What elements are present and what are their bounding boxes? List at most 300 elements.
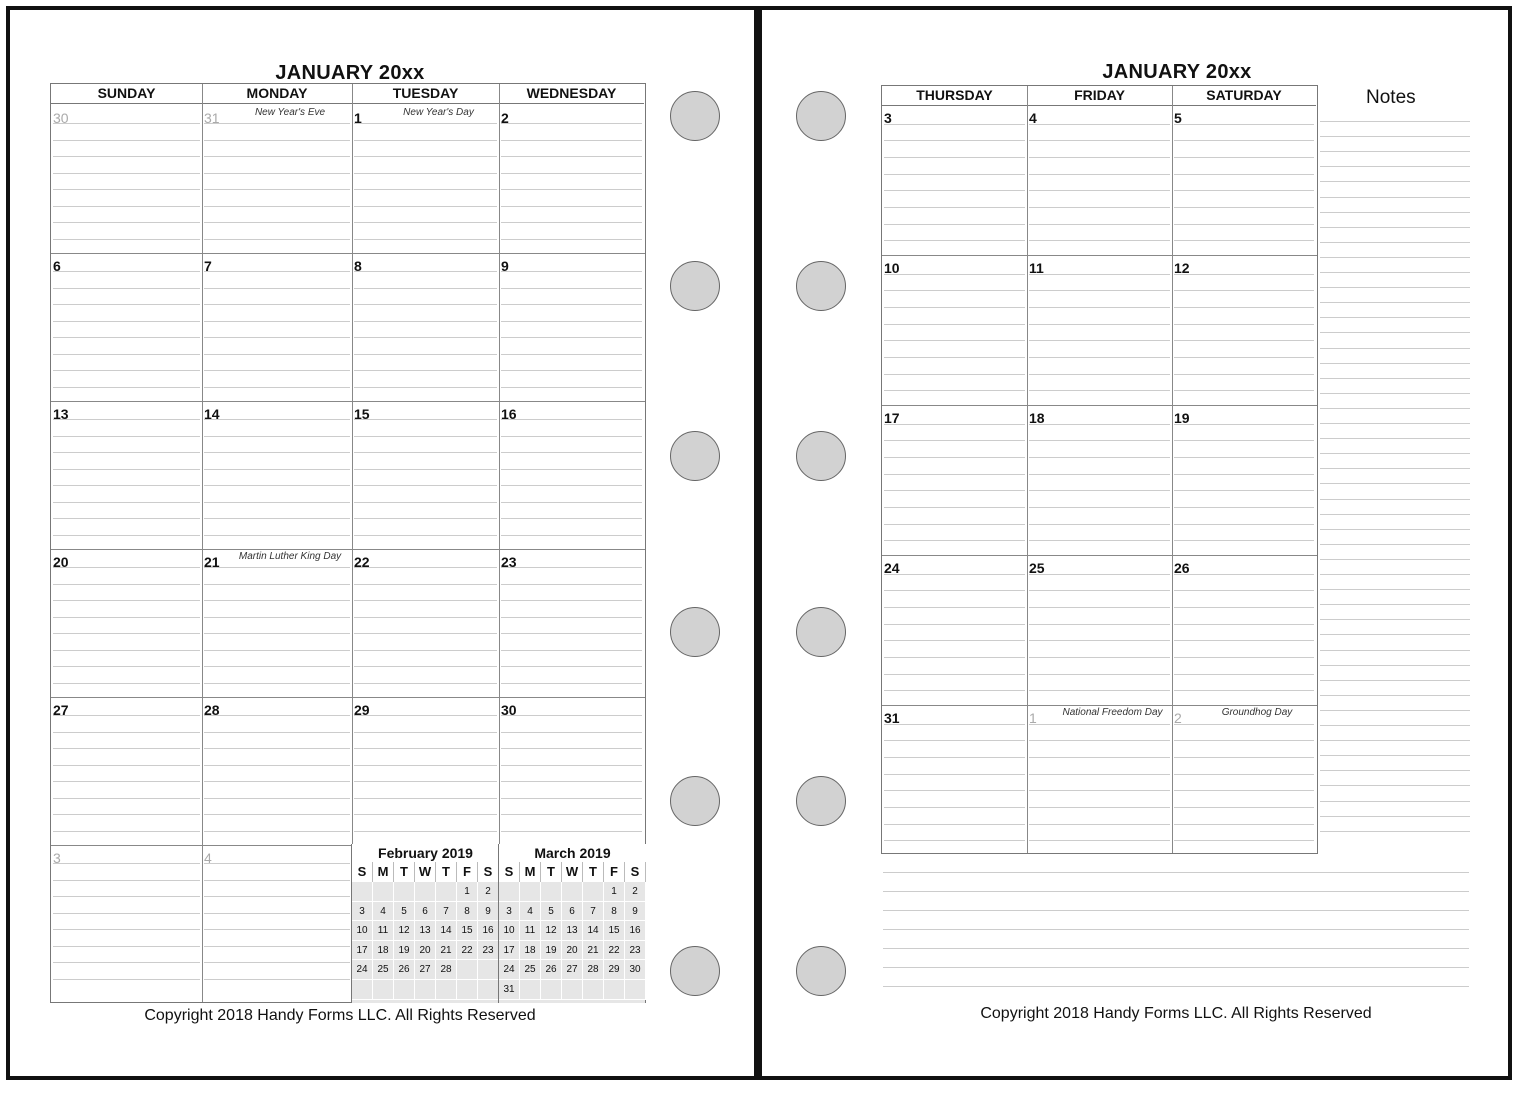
- writing-line: [501, 518, 642, 519]
- writing-line: [884, 224, 1025, 225]
- writing-line: [884, 524, 1025, 525]
- notes-line: [1320, 453, 1470, 454]
- writing-line: [53, 567, 200, 568]
- left-copyright: Copyright 2018 Handy Forms LLC. All Rights Reserved: [144, 1007, 536, 1024]
- writing-line: [354, 666, 497, 667]
- writing-line: [53, 600, 200, 601]
- writing-line: [1029, 674, 1170, 675]
- writing-line: [884, 240, 1025, 241]
- writing-line: [354, 567, 497, 568]
- writing-line: [354, 715, 497, 716]
- writing-line: [1029, 840, 1170, 841]
- writing-line: [501, 173, 642, 174]
- writing-line: [204, 173, 350, 174]
- writing-line: [501, 354, 642, 355]
- mini-calendar-day: 16: [478, 921, 499, 941]
- writing-line: [1029, 174, 1170, 175]
- mini-calendar-day: 18: [520, 941, 541, 961]
- writing-line: [1029, 590, 1170, 591]
- writing-line: [354, 748, 497, 749]
- mini-calendar-day: 29: [604, 960, 625, 980]
- writing-line: [501, 140, 642, 141]
- writing-line: [354, 452, 497, 453]
- day-header: SUNDAY: [51, 84, 202, 104]
- day-number: 9: [501, 258, 509, 274]
- notes-line: [1320, 499, 1470, 500]
- notes-line: [1320, 332, 1470, 333]
- writing-line: [53, 650, 200, 651]
- writing-line: [1029, 307, 1170, 308]
- mini-calendar-day: 21: [583, 941, 604, 961]
- writing-line: [1029, 190, 1170, 191]
- writing-line: [1029, 124, 1170, 125]
- writing-line: [53, 831, 200, 832]
- mini-calendar-day: 23: [478, 941, 499, 961]
- binder-hole: [670, 261, 720, 311]
- day-number: 30: [501, 702, 517, 718]
- writing-line: [204, 189, 350, 190]
- mini-calendar-day: 12: [394, 921, 415, 941]
- notes-line: [1320, 544, 1470, 545]
- writing-line: [1174, 690, 1314, 691]
- writing-line: [1029, 657, 1170, 658]
- writing-line: [204, 206, 350, 207]
- writing-line: [53, 502, 200, 503]
- mini-calendar-day: 31: [499, 980, 520, 1000]
- writing-line: [1174, 307, 1314, 308]
- notes-line: [1320, 559, 1470, 560]
- writing-line: [354, 683, 497, 684]
- mini-calendar-day: [541, 980, 562, 1000]
- writing-line: [1174, 274, 1314, 275]
- mini-calendar-day: [562, 882, 583, 902]
- left-page-title: JANUARY 20xx: [275, 62, 425, 84]
- notes-line: [1320, 212, 1470, 213]
- notes-line: [1320, 785, 1470, 786]
- writing-line: [1029, 757, 1170, 758]
- writing-line: [1174, 424, 1314, 425]
- writing-line: [204, 913, 350, 914]
- day-number: 31: [204, 110, 220, 126]
- mini-calendar-day: 8: [457, 902, 478, 922]
- writing-line: [501, 666, 642, 667]
- writing-line: [1174, 824, 1314, 825]
- writing-line: [354, 600, 497, 601]
- writing-line: [1029, 807, 1170, 808]
- day-header: WEDNESDAY: [499, 84, 644, 104]
- writing-line: [884, 507, 1025, 508]
- day-number: 30: [53, 110, 69, 126]
- writing-line: [884, 807, 1025, 808]
- writing-line: [53, 452, 200, 453]
- writing-line: [53, 781, 200, 782]
- mini-calendar-day: [394, 882, 415, 902]
- writing-line: [354, 765, 497, 766]
- writing-line: [884, 290, 1025, 291]
- writing-line: [53, 140, 200, 141]
- writing-line: [53, 715, 200, 716]
- mini-calendar-day: [541, 882, 562, 902]
- notes-line: [1320, 363, 1470, 364]
- mini-calendar-day: [583, 882, 604, 902]
- writing-line: [53, 370, 200, 371]
- mini-calendar-day: [394, 980, 415, 1000]
- mini-calendar-day: 25: [373, 960, 394, 980]
- mini-calendar-day: 28: [583, 960, 604, 980]
- writing-line: [884, 157, 1025, 158]
- writing-line: [354, 156, 497, 157]
- day-number: 1: [1029, 710, 1037, 726]
- notes-line: [883, 872, 1469, 873]
- writing-line: [53, 666, 200, 667]
- writing-line: [354, 206, 497, 207]
- notes-line: [883, 910, 1469, 911]
- writing-line: [1174, 590, 1314, 591]
- mini-calendar-day: 24: [352, 960, 373, 980]
- writing-line: [354, 354, 497, 355]
- writing-line: [1029, 224, 1170, 225]
- day-header: THURSDAY: [882, 86, 1027, 106]
- notes-line: [1320, 423, 1470, 424]
- writing-line: [204, 683, 350, 684]
- mini-calendar-day: [352, 980, 373, 1000]
- notes-line: [1320, 121, 1470, 122]
- binder-hole: [670, 91, 720, 141]
- writing-line: [501, 123, 642, 124]
- day-number: 13: [53, 406, 69, 422]
- mini-calendar-day: 26: [541, 960, 562, 980]
- binder-hole: [670, 946, 720, 996]
- writing-line: [354, 436, 497, 437]
- day-header: FRIDAY: [1027, 86, 1172, 106]
- mini-calendar-day: 20: [415, 941, 436, 961]
- mini-calendar-day: [457, 980, 478, 1000]
- mini-calendar-day: 6: [415, 902, 436, 922]
- writing-line: [1174, 340, 1314, 341]
- mini-calendar-dow: W: [415, 862, 436, 882]
- week-divider: [882, 555, 1317, 556]
- writing-line: [204, 354, 350, 355]
- writing-line: [884, 440, 1025, 441]
- mini-calendar-day: 17: [499, 941, 520, 961]
- writing-line: [884, 657, 1025, 658]
- holiday-label: New Year's Eve: [254, 107, 326, 118]
- day-number: 3: [53, 850, 61, 866]
- writing-line: [501, 600, 642, 601]
- writing-line: [1174, 174, 1314, 175]
- writing-line: [204, 929, 350, 930]
- writing-line: [884, 674, 1025, 675]
- writing-line: [1174, 657, 1314, 658]
- day-number: 24: [884, 560, 900, 576]
- mini-calendar-day: [352, 882, 373, 902]
- mini-calendar-day: 27: [562, 960, 583, 980]
- writing-line: [884, 390, 1025, 391]
- writing-line: [1174, 440, 1314, 441]
- writing-line: [501, 271, 642, 272]
- writing-line: [501, 683, 642, 684]
- writing-line: [204, 584, 350, 585]
- mini-calendar-day: [478, 960, 499, 980]
- writing-line: [1029, 324, 1170, 325]
- writing-line: [501, 732, 642, 733]
- writing-line: [53, 814, 200, 815]
- mini-calendar-day: [373, 882, 394, 902]
- writing-line: [204, 748, 350, 749]
- writing-line: [53, 271, 200, 272]
- mini-calendar-day: 5: [394, 902, 415, 922]
- writing-line: [354, 469, 497, 470]
- writing-line: [204, 831, 350, 832]
- writing-line: [354, 304, 497, 305]
- writing-line: [501, 567, 642, 568]
- writing-line: [354, 337, 497, 338]
- writing-line: [501, 798, 642, 799]
- writing-line: [884, 140, 1025, 141]
- writing-line: [884, 174, 1025, 175]
- writing-line: [1029, 424, 1170, 425]
- writing-line: [204, 452, 350, 453]
- writing-line: [53, 173, 200, 174]
- writing-line: [1174, 607, 1314, 608]
- notes-line: [1320, 604, 1470, 605]
- writing-line: [884, 607, 1025, 608]
- writing-line: [204, 715, 350, 716]
- notes-line: [883, 967, 1469, 968]
- mini-calendar-day: 4: [373, 902, 394, 922]
- writing-line: [354, 140, 497, 141]
- writing-line: [1029, 524, 1170, 525]
- writing-line: [501, 189, 642, 190]
- notes-line: [1320, 755, 1470, 756]
- writing-line: [1174, 640, 1314, 641]
- writing-line: [53, 123, 200, 124]
- mini-calendar-day: 10: [499, 921, 520, 941]
- day-number: 11: [1029, 260, 1044, 276]
- notes-line: [1320, 227, 1470, 228]
- writing-line: [354, 633, 497, 634]
- mini-calendar-day: 14: [583, 921, 604, 941]
- mini-calendar-dow: T: [541, 862, 562, 882]
- writing-line: [204, 485, 350, 486]
- notes-line: [883, 891, 1469, 892]
- writing-line: [1174, 140, 1314, 141]
- notes-line: [1320, 257, 1470, 258]
- writing-line: [53, 436, 200, 437]
- writing-line: [1174, 674, 1314, 675]
- notes-line: [1320, 242, 1470, 243]
- writing-line: [204, 880, 350, 881]
- mini-calendar-dow: T: [394, 862, 415, 882]
- writing-line: [1174, 240, 1314, 241]
- writing-line: [204, 896, 350, 897]
- writing-line: [204, 765, 350, 766]
- writing-line: [53, 880, 200, 881]
- mini-calendar-day: 25: [520, 960, 541, 980]
- mini-calendar-day: 7: [583, 902, 604, 922]
- writing-line: [501, 156, 642, 157]
- writing-line: [884, 490, 1025, 491]
- writing-line: [204, 962, 350, 963]
- writing-line: [1174, 290, 1314, 291]
- writing-line: [884, 374, 1025, 375]
- writing-line: [1029, 507, 1170, 508]
- mini-calendar-day: 8: [604, 902, 625, 922]
- binder-hole: [796, 946, 846, 996]
- writing-line: [1029, 140, 1170, 141]
- mini-calendar-day: 19: [394, 941, 415, 961]
- writing-line: [501, 502, 642, 503]
- mini-calendar-day: [499, 882, 520, 902]
- writing-line: [884, 274, 1025, 275]
- day-number: 18: [1029, 410, 1045, 426]
- writing-line: [1029, 690, 1170, 691]
- writing-line: [1174, 624, 1314, 625]
- writing-line: [53, 321, 200, 322]
- writing-line: [53, 156, 200, 157]
- column-divider: [202, 84, 203, 1002]
- writing-line: [53, 419, 200, 420]
- writing-line: [53, 896, 200, 897]
- mini-calendar-dow: M: [373, 862, 394, 882]
- day-number: 26: [1174, 560, 1190, 576]
- mini-calendar-day: 1: [457, 882, 478, 902]
- notes-line: [1320, 317, 1470, 318]
- notes-line: [1320, 302, 1470, 303]
- writing-line: [354, 650, 497, 651]
- day-number: 15: [354, 406, 370, 422]
- mini-calendar-day: [562, 980, 583, 1000]
- writing-line: [53, 469, 200, 470]
- writing-line: [884, 690, 1025, 691]
- notes-line: [1320, 151, 1470, 152]
- writing-line: [884, 540, 1025, 541]
- writing-line: [1174, 124, 1314, 125]
- mini-calendar-day: 30: [625, 960, 646, 980]
- writing-line: [204, 814, 350, 815]
- writing-line: [1174, 224, 1314, 225]
- day-header: TUESDAY: [352, 84, 499, 104]
- writing-line: [1174, 724, 1314, 725]
- mini-calendar-day: 9: [625, 902, 646, 922]
- writing-line: [1029, 640, 1170, 641]
- writing-line: [354, 123, 497, 124]
- notes-line: [1320, 634, 1470, 635]
- notes-line: [1320, 816, 1470, 817]
- column-divider: [1027, 86, 1028, 853]
- writing-line: [204, 140, 350, 141]
- mini-calendar-day: 3: [352, 902, 373, 922]
- writing-line: [1174, 740, 1314, 741]
- mini-calendar: [351, 844, 498, 1003]
- day-number: 31: [884, 710, 900, 726]
- writing-line: [501, 831, 642, 832]
- notes-line: [883, 986, 1469, 987]
- mini-calendar-day: 16: [625, 921, 646, 941]
- writing-line: [884, 124, 1025, 125]
- week-divider: [51, 253, 645, 254]
- mini-calendar-dow: S: [478, 862, 499, 882]
- writing-line: [1029, 390, 1170, 391]
- writing-line: [53, 222, 200, 223]
- writing-line: [354, 321, 497, 322]
- mini-calendar-day: 6: [562, 902, 583, 922]
- binder-hole: [796, 261, 846, 311]
- notes-line: [883, 929, 1469, 930]
- writing-line: [354, 518, 497, 519]
- writing-line: [1029, 574, 1170, 575]
- day-number: 2: [1174, 710, 1182, 726]
- writing-line: [1174, 540, 1314, 541]
- day-number: 12: [1174, 260, 1190, 276]
- day-number: 7: [204, 258, 212, 274]
- day-header: MONDAY: [202, 84, 352, 104]
- notes-label: Notes: [1366, 87, 1416, 108]
- day-number: 27: [53, 702, 69, 718]
- writing-line: [1174, 757, 1314, 758]
- writing-line: [1174, 374, 1314, 375]
- day-number: 1: [354, 110, 362, 126]
- writing-line: [501, 222, 642, 223]
- writing-line: [501, 765, 642, 766]
- mini-calendar-day: 11: [520, 921, 541, 941]
- writing-line: [501, 584, 642, 585]
- writing-line: [204, 666, 350, 667]
- writing-line: [884, 424, 1025, 425]
- mini-calendar-day: [436, 980, 457, 1000]
- mini-calendar-day: [436, 882, 457, 902]
- mini-calendar-day: [520, 882, 541, 902]
- notes-line: [1320, 770, 1470, 771]
- notes-line: [1320, 529, 1470, 530]
- writing-line: [204, 123, 350, 124]
- writing-line: [501, 436, 642, 437]
- writing-line: [53, 748, 200, 749]
- writing-line: [53, 518, 200, 519]
- writing-line: [501, 748, 642, 749]
- holiday-label: Martin Luther King Day: [238, 551, 342, 562]
- day-number: 16: [501, 406, 517, 422]
- right-copyright: Copyright 2018 Handy Forms LLC. All Rights Reserved: [980, 1005, 1372, 1022]
- mini-calendar-day: 9: [478, 902, 499, 922]
- right-page-title: JANUARY 20xx: [1102, 61, 1252, 83]
- writing-line: [501, 633, 642, 634]
- mini-calendar-day: [373, 980, 394, 1000]
- writing-line: [53, 798, 200, 799]
- writing-line: [1174, 207, 1314, 208]
- week-divider: [882, 255, 1317, 256]
- mini-calendar-dow: F: [604, 862, 625, 882]
- writing-line: [1174, 490, 1314, 491]
- mini-calendar-day: 27: [415, 960, 436, 980]
- mini-calendar-day: [457, 960, 478, 980]
- writing-line: [204, 535, 350, 536]
- writing-line: [204, 732, 350, 733]
- day-number: 4: [1029, 110, 1037, 126]
- writing-line: [53, 683, 200, 684]
- writing-line: [501, 239, 642, 240]
- writing-line: [884, 757, 1025, 758]
- writing-line: [204, 617, 350, 618]
- day-number: 19: [1174, 410, 1190, 426]
- writing-line: [354, 584, 497, 585]
- mini-calendar-dow: W: [562, 862, 583, 882]
- notes-line: [1320, 680, 1470, 681]
- mini-calendar-day: [625, 980, 646, 1000]
- writing-line: [1174, 774, 1314, 775]
- writing-line: [53, 617, 200, 618]
- binder-hole: [670, 431, 720, 481]
